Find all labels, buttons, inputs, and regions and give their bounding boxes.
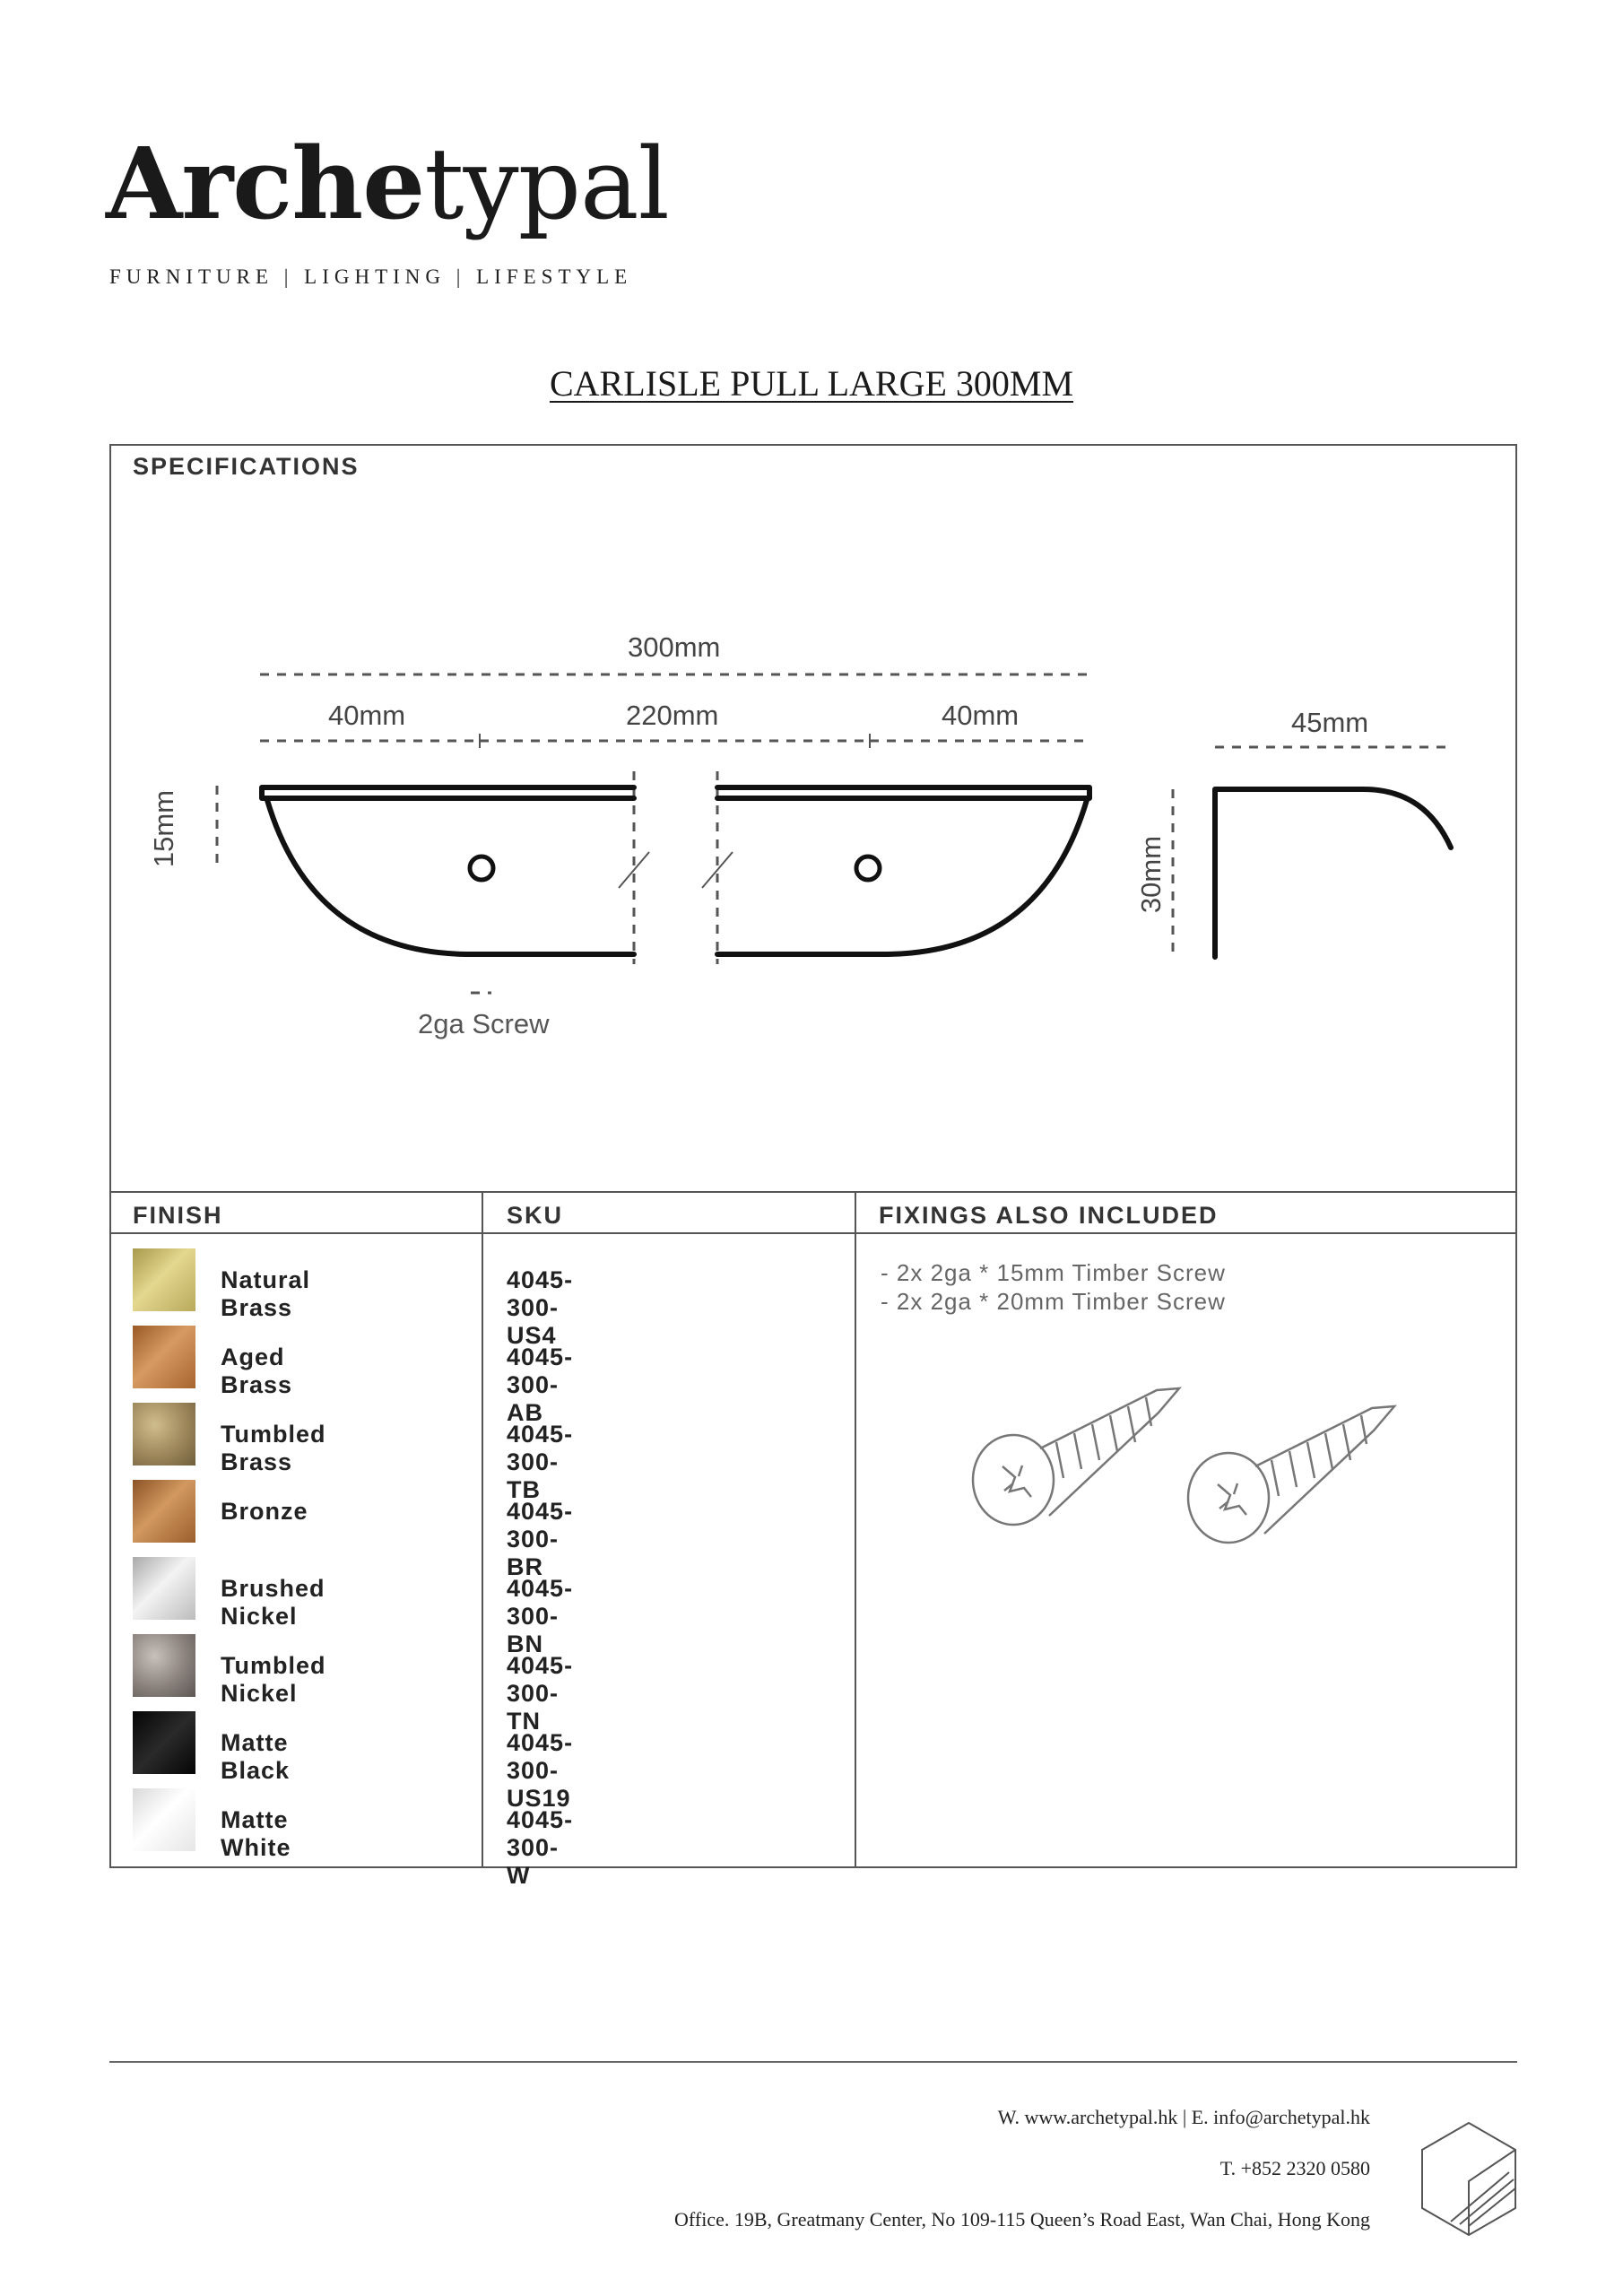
specifications-heading: SPECIFICATIONS xyxy=(133,453,360,480)
sku-column-header: SKU xyxy=(507,1202,564,1229)
side-height-label: 30mm xyxy=(1135,835,1167,914)
screw-icon xyxy=(973,1388,1179,1525)
total-length-label: 300mm xyxy=(628,631,721,663)
finish-name: Aged Brass xyxy=(221,1344,293,1398)
footer-phone: T. +852 2320 0580 xyxy=(1219,2157,1370,2179)
footer-office-address: Office. 19B, Greatmany Center, No 109-115 Queen’s Road East, Wan Chai, Hong Kong xyxy=(674,2208,1370,2231)
left-segment-label: 40mm xyxy=(328,700,406,731)
table-top-divider xyxy=(109,1191,1517,1193)
table-col-divider-2 xyxy=(855,1191,856,1868)
footer-web-email[interactable]: W. www.archetypal.hk | E. info@archetypal.hk xyxy=(997,2106,1370,2128)
sku-value: 4045-300-AB xyxy=(507,1344,574,1426)
swatch-matte-white xyxy=(133,1788,195,1851)
finish-name: Tumbled Nickel xyxy=(221,1652,326,1707)
sku-value: 4045-300-W xyxy=(507,1806,574,1889)
brand-tagline: FURNITURE | LIGHTING | LIFESTYLE xyxy=(109,265,633,288)
finish-name: Matte White xyxy=(221,1806,291,1861)
sku-value: 4045-300-US4 xyxy=(507,1266,574,1349)
sku-value: 4045-300-US19 xyxy=(507,1729,574,1812)
finish-name: Natural Brass xyxy=(221,1266,311,1321)
swatch-tumbled-nickel xyxy=(133,1634,195,1697)
screw-hole-right xyxy=(856,857,880,880)
fixing-item-1: - 2x 2ga * 15mm Timber Screw xyxy=(881,1259,1226,1286)
swatch-natural-brass xyxy=(133,1248,195,1311)
screw-illustration xyxy=(950,1372,1471,1578)
side-depth-label: 45mm xyxy=(1291,707,1369,738)
finish-name: Brushed Nickel xyxy=(221,1575,325,1630)
sku-value: 4045-300-BN xyxy=(507,1575,574,1657)
finish-name: Bronze xyxy=(221,1498,308,1525)
sku-value: 4045-300-TN xyxy=(507,1652,574,1735)
sku-value: 4045-300-BR xyxy=(507,1498,574,1580)
pull-front-right xyxy=(717,787,1089,954)
screw-hole-left xyxy=(470,857,493,880)
footer-divider xyxy=(109,2061,1517,2063)
center-segment-label: 220mm xyxy=(626,700,719,731)
brand-mark-icon xyxy=(1415,2118,1523,2244)
table-col-divider-1 xyxy=(482,1191,483,1868)
pull-front-left xyxy=(262,787,634,954)
finish-name: Matte Black xyxy=(221,1729,291,1784)
swatch-aged-brass xyxy=(133,1326,195,1388)
logo-bold-part: Arche xyxy=(106,126,425,241)
swatch-brushed-nickel xyxy=(133,1557,195,1620)
swatch-matte-black xyxy=(133,1711,195,1774)
table-header-divider xyxy=(109,1232,1517,1234)
finish-name: Tumbled Brass xyxy=(221,1421,326,1475)
screw-icon xyxy=(1188,1406,1394,1543)
finish-column-header: FINISH xyxy=(133,1202,223,1229)
fixings-column-header: FIXINGS ALSO INCLUDED xyxy=(879,1202,1219,1229)
swatch-bronze xyxy=(133,1480,195,1543)
height-label: 15mm xyxy=(148,789,179,868)
pull-side-profile xyxy=(1215,789,1451,957)
fixing-item-2: - 2x 2ga * 20mm Timber Screw xyxy=(881,1288,1226,1315)
sku-value: 4045-300-TB xyxy=(507,1421,574,1503)
swatch-tumbled-brass xyxy=(133,1403,195,1465)
right-segment-label: 40mm xyxy=(942,700,1020,731)
page-title: CARLISLE PULL LARGE 300MM xyxy=(549,363,1074,404)
screw-label: 2ga Screw xyxy=(418,1008,550,1039)
logo-light-part: typal xyxy=(424,126,669,241)
